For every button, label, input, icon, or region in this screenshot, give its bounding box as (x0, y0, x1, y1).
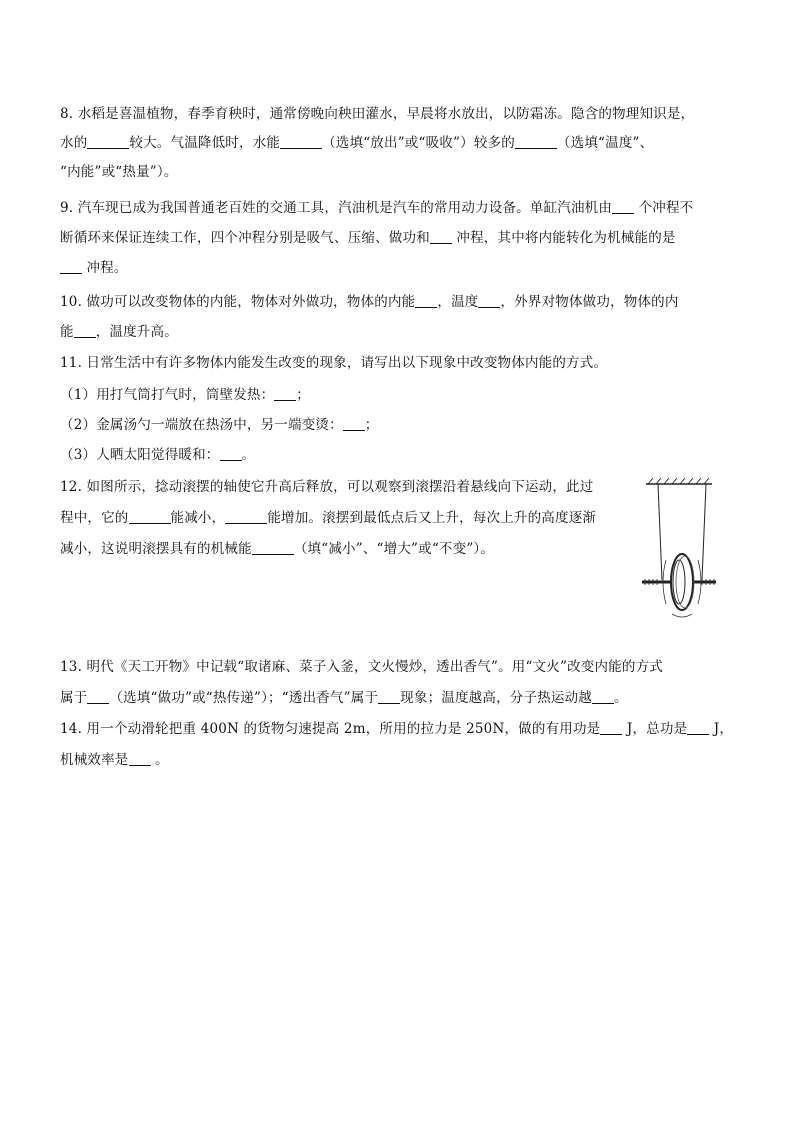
q9-text: 9. 汽车现已成为我国普通老百姓的交通工具，汽油机是汽车的常用动力设备。单缸汽油机由 (60, 200, 613, 216)
q9-line-1 (60, 198, 693, 218)
answer-blank[interactable] (343, 416, 365, 431)
q11-text: （1）用打气筒打气时，筒壁发热： (60, 387, 275, 403)
q10-text: 10. 做功可以改变物体的内能，物体对外做功，物体的内能 (60, 294, 416, 310)
q11-text: （2）金属汤勺一端放在热汤中，另一端变烫： (60, 417, 343, 433)
answer-blank[interactable] (252, 540, 294, 555)
answer-blank[interactable] (220, 446, 242, 461)
q13-text: 属于 (60, 690, 88, 706)
q11-part-3 (60, 445, 255, 465)
q12-text: 12. 如图所示，捻动滚摆的轴使它升高后释放，可以观察到滚摆沿着悬线向下运动，此过 (60, 479, 594, 495)
q11-text: 11. 日常生活中有许多物体内能发生改变的现象，请写出以下现象中改变物体内能的方式。 (60, 355, 608, 371)
q9-text: 冲程，其中将内能转化为机械能的是 (451, 230, 676, 246)
answer-blank[interactable] (60, 259, 82, 274)
answer-blank[interactable] (612, 199, 634, 214)
q11-stem (60, 353, 607, 373)
answer-blank[interactable] (87, 689, 109, 704)
answer-blank[interactable] (378, 689, 400, 704)
q10-text: ，温度升高。 (95, 324, 178, 340)
answer-blank[interactable] (687, 720, 709, 735)
q14-text: 机械效率是 (60, 752, 129, 768)
q8-text: （选填“放出”或“吸收”）较多的 (322, 135, 515, 151)
q10-text: 能 (60, 324, 74, 340)
answer-blank[interactable] (280, 134, 322, 149)
answer-blank[interactable] (592, 689, 614, 704)
q10-line-2 (60, 322, 178, 342)
answer-blank[interactable] (430, 229, 452, 244)
q12-text: 能减小， (170, 510, 226, 526)
motion-arc-bottom (672, 614, 692, 617)
left-string (658, 484, 662, 580)
q14-text: J，总功是 (622, 721, 688, 737)
q9-line-3 (60, 258, 128, 278)
q13-text: 现象；温度越高，分子热运动越 (400, 690, 592, 706)
answer-blank[interactable] (515, 134, 557, 149)
answer-blank[interactable] (87, 134, 129, 149)
q14-text: J， (709, 721, 734, 737)
maxwell-wheel-figure (636, 476, 720, 626)
q12-text: 减小，这说明滚摆具有的机械能 (60, 541, 252, 557)
answer-blank[interactable] (478, 293, 500, 308)
q14-text: 。 (150, 752, 169, 768)
q13-line-2 (60, 688, 628, 708)
answer-blank[interactable] (274, 386, 296, 401)
q8-line-2 (60, 133, 653, 153)
q10-text: ，外界对物体做功，物体的内 (500, 294, 679, 310)
answer-blank[interactable] (415, 293, 437, 308)
q8-text: 8. 水稻是喜温植物，春季育秧时，通常傍晚向秧田灌水，早晨将水放出，以防霜冻。隐含的物理知识是， (60, 106, 695, 122)
q9-text: 断循环来保证连续工作，四个冲程分别是吸气、压缩、做功和 (60, 230, 430, 246)
q8-line-3 (60, 162, 178, 182)
q8-text: 较大。气温降低时，水能 (129, 135, 281, 151)
answer-blank[interactable] (600, 720, 622, 735)
q12-text: 程中，它的 (60, 510, 129, 526)
q8-line-1 (60, 104, 694, 124)
q12-line-2 (60, 508, 596, 528)
q12-line-3 (60, 539, 494, 559)
q10-text: ，温度 (437, 294, 479, 310)
q9-line-2 (60, 228, 676, 248)
ceiling-hatching (648, 478, 709, 484)
q9-text: 冲程。 (82, 260, 128, 276)
q11-part-2 (60, 415, 379, 435)
answer-blank[interactable] (74, 323, 96, 338)
q14-line-2 (60, 750, 169, 770)
q13-text: （选填“做功”或“热传递”）；“透出香气”属于 (109, 690, 379, 706)
q12-text: 能增加。滚摆到最低点后又上升，每次上升的高度逐渐 (267, 510, 597, 526)
q13-text: 13. 明代《天工开物》中记载“取诸麻、菜子入釜，文火慢炒，透出香气”。用“文火”改变内能的方式 (60, 659, 663, 675)
right-string (702, 484, 706, 580)
q8-text: 水的 (60, 135, 88, 151)
q11-text: ； (296, 387, 310, 403)
q13-text: 。 (613, 690, 628, 706)
q14-line-1 (60, 719, 733, 739)
q11-part-1 (60, 385, 310, 405)
q12-line-1 (60, 477, 593, 497)
q13-line-1 (60, 657, 663, 677)
q8-text: “内能”或“热量”）。 (60, 164, 178, 180)
q8-text: （选填“温度”、 (556, 135, 654, 151)
q14-text: 14. 用一个动滑轮把重 400N 的货物匀速提高 2m，所用的拉力是 250N，做的有用功是 (60, 721, 601, 737)
q11-text: （3）人晒太阳觉得暖和： (60, 447, 220, 463)
q11-text: ； (364, 417, 379, 433)
q12-text: （填“减小”、“增大”或“不变”）。 (293, 541, 495, 557)
q11-text: 。 (241, 447, 256, 463)
q10-line-1 (60, 292, 679, 312)
answer-blank[interactable] (225, 509, 267, 524)
answer-blank[interactable] (129, 751, 151, 766)
answer-blank[interactable] (129, 509, 171, 524)
q9-text: 个冲程不 (634, 200, 694, 216)
